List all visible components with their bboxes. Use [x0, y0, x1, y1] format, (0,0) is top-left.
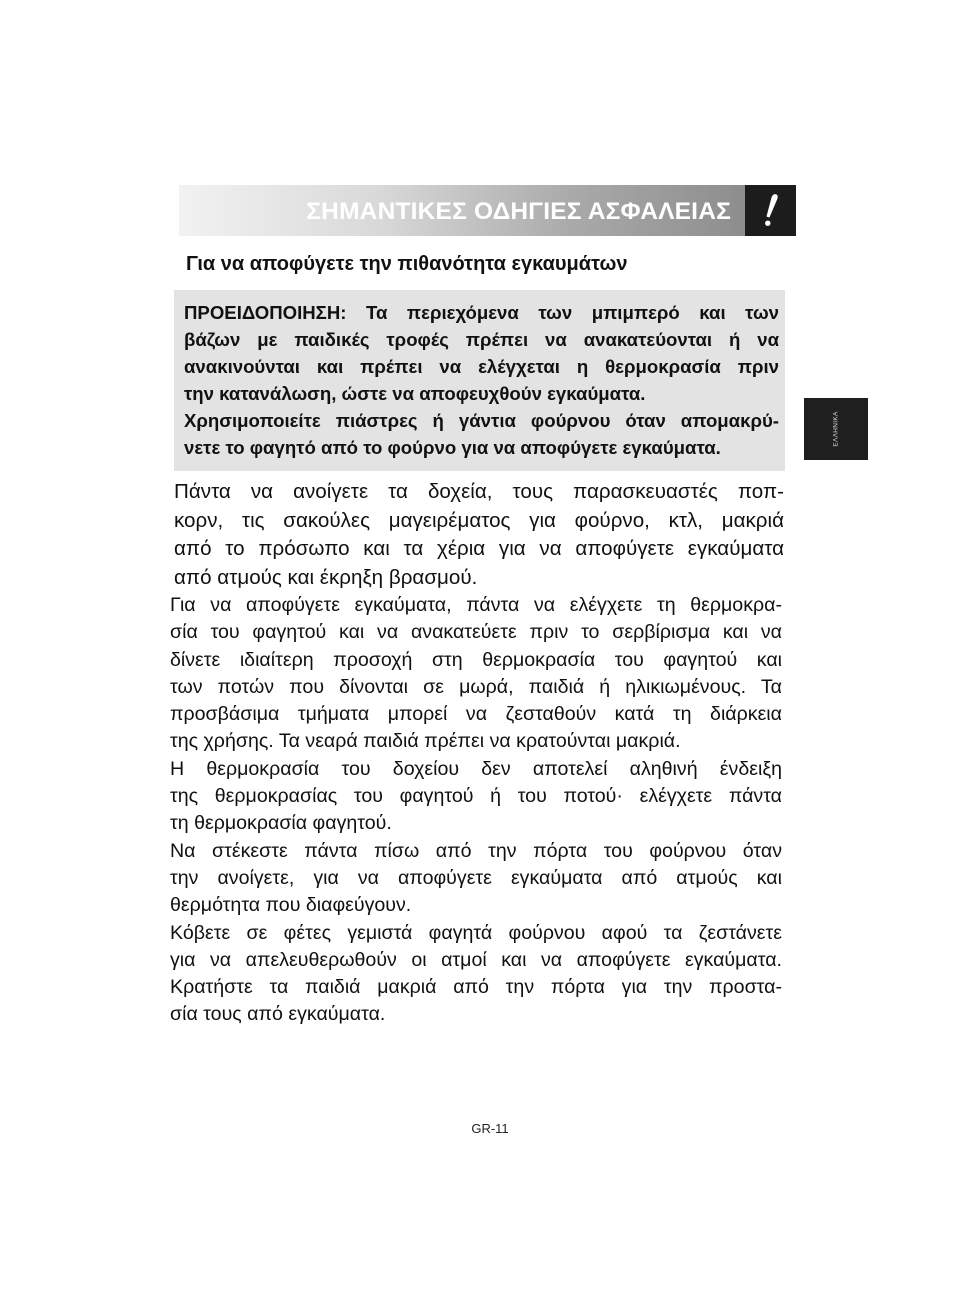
body-line: Να στέκεστε πάντα πίσω από την πόρτα του φούρνου όταν [170, 839, 782, 862]
language-side-tab [804, 398, 868, 460]
exclamation-icon-box [745, 185, 796, 236]
burns-subtitle: Για να αποφύγετε την πιθανότητα εγκαυμάτων [186, 253, 628, 275]
warning-text [184, 299, 779, 461]
body-line: θερμότητα που διαφεύγουν. [170, 894, 412, 917]
warning-line: βάζων με παιδικές τροφές πρέπει να ανακατεύονται ή να [184, 329, 779, 350]
section-title: ΣΗΜΑΝΤΙΚΕΣ ΟΔΗΓΙΕΣ ΑΣΦΑΛΕΙΑΣ [306, 198, 731, 225]
body-line: Κόβετε σε φέτες γεμιστά φαγητά φούρνου αφού τα ζεστάνετε [170, 921, 782, 944]
body-line: Για να αποφύγετε εγκαύματα, πάντα να ελέγχετε τη θερμοκρα- [170, 594, 782, 616]
containers-paragraph [174, 478, 784, 592]
body-line: τη θερμοκρασία φαγητού. [170, 812, 392, 835]
body-line: Κρατήστε τα παιδιά μακριά από την πόρτα για την προστα- [170, 976, 782, 999]
body-line: Η θερμοκρασία του δοχείου δεν αποτελεί αληθινή ένδειξη [170, 757, 782, 780]
body-line: της θερμοκρασίας του φαγητού ή του ποτού· ελέγχετε πάντα [170, 785, 782, 808]
page-number: GR-11 [471, 1121, 509, 1136]
body-paragraphs [170, 592, 782, 1029]
paragraph-line: από ατμούς και έκρηξη βρασμού. [174, 565, 478, 589]
language-tab-label: ΕΛΛΗΝΙΚΑ [832, 411, 840, 447]
warning-line: ΠΡΟΕΙΔΟΠΟΙΗΣΗ: Τα περιεχόμενα των μπιμπερό και των [184, 302, 779, 323]
body-line: των ποτών που δίνονται σε μωρά, παιδιά ή ηλικιωμένους. Τα [170, 675, 782, 698]
warning-line: νετε το φαγητό από το φούρνο για να αποφύγετε εγκαύματα. [184, 437, 721, 458]
warning-box [174, 290, 785, 471]
section-header-bar [179, 185, 745, 236]
body-line: σία του φαγητού και να ανακατεύετε πριν το σερβίρισμα και να [170, 621, 782, 644]
body-line: σία τους από εγκαύματα. [170, 1003, 386, 1026]
body-line: της χρήσης. Τα νεαρά παιδιά πρέπει να κρατούνται μακριά. [170, 730, 681, 753]
exclamation-icon [745, 185, 796, 236]
warning-line: την κατανάλωση, ώστε να αποφευχθούν εγκαύματα. [184, 383, 646, 404]
body-line: για να απελευθερωθούν οι ατμοί και να αποφύγετε εγκαύματα. [170, 948, 782, 971]
paragraph-line: Πάντα να ανοίγετε τα δοχεία, τους παρασκευαστές ποπ- [174, 480, 784, 503]
body-line: προσβάσιμα τμήματα μπορεί να ζεσταθούν κατά τη διάρκεια [170, 703, 782, 726]
paragraph-line: από το πρόσωπο και τα χέρια για να αποφύγετε εγκαύματα [174, 537, 784, 560]
body-line: δίνετε ιδιαίτερη προσοχή στη θερμοκρασία του φαγητού και [170, 648, 782, 671]
paragraph-line: κορν, τις σακούλες μαγειρέματος για φούρνο, κτλ, μακριά [174, 508, 784, 532]
warning-line: ανακινούνται και πρέπει να ελέγχεται η θερμοκρασία πριν [184, 356, 779, 377]
body-line: την ανοίγετε, για να αποφύγετε εγκαύματα από ατμούς και [170, 866, 782, 889]
warning-line: Χρησιμοποιείτε πιάστρες ή γάντια φούρνου όταν απομακρύ- [184, 410, 779, 431]
